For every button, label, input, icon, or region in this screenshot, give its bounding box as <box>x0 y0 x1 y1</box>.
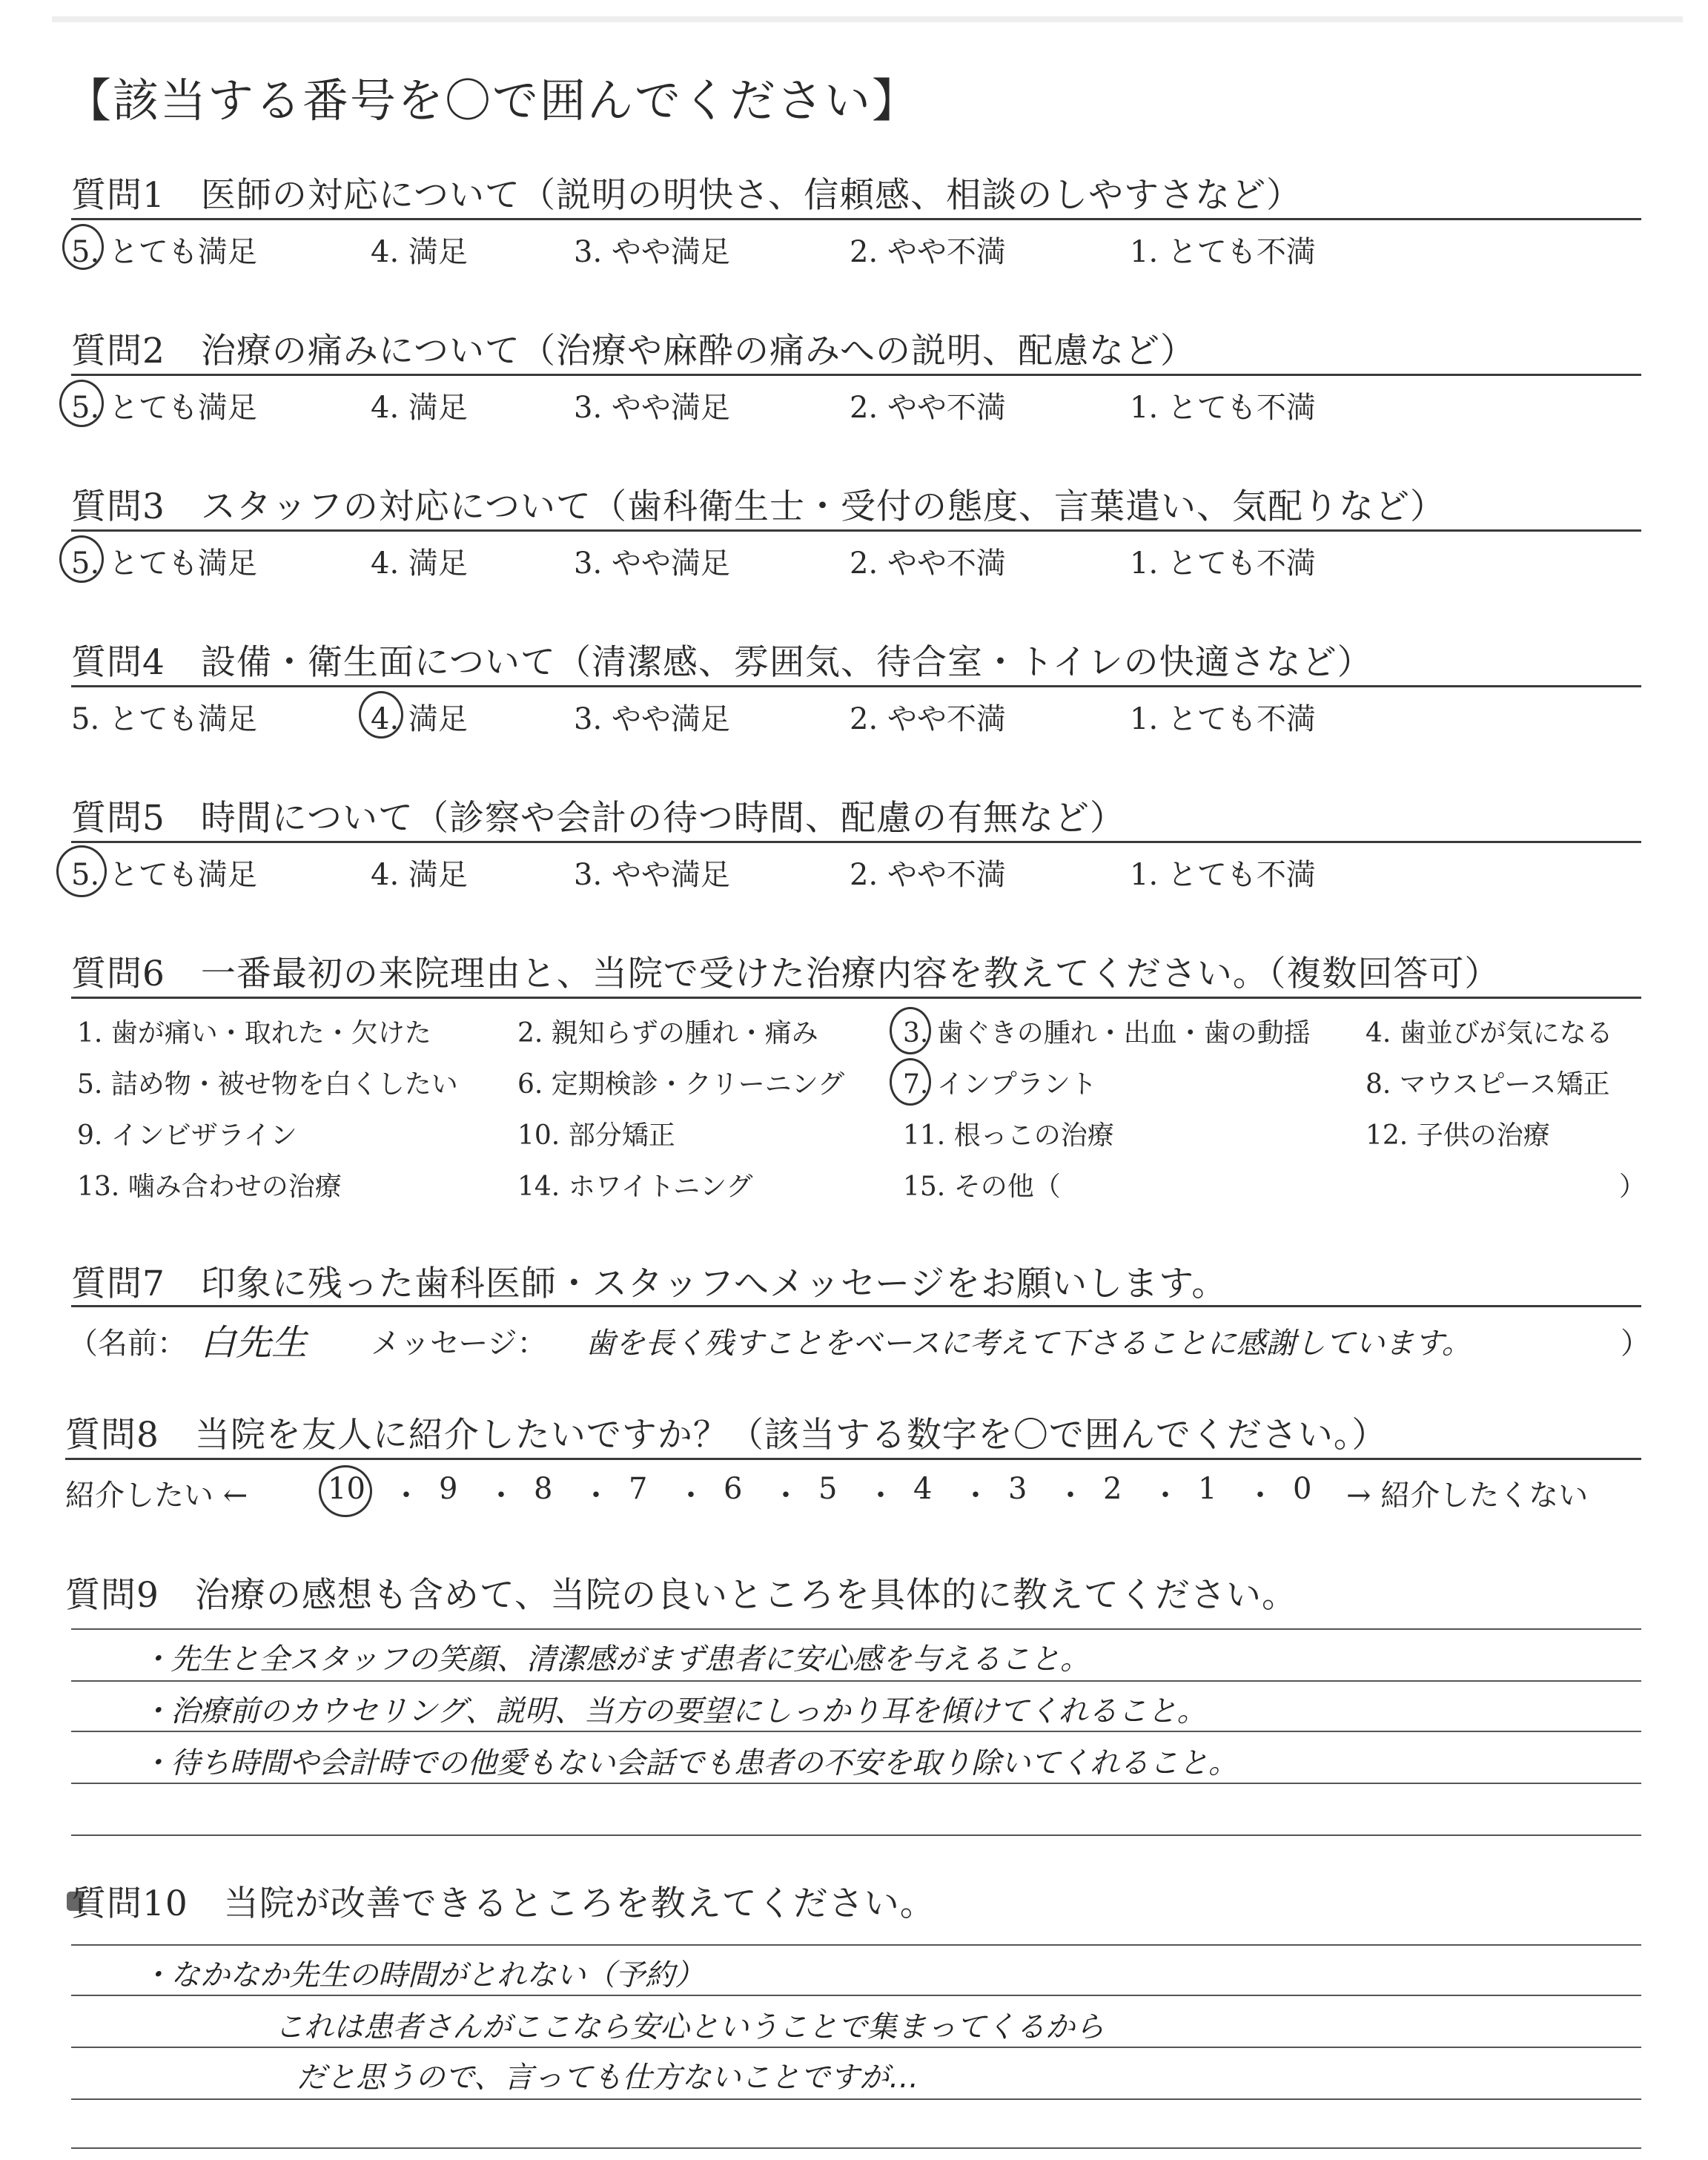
q10-answer-line <box>71 2098 1641 2100</box>
q8-scale-8[interactable]: 8 <box>534 1472 553 1506</box>
q3-option-2[interactable]: 2. やや不満 <box>850 546 1006 581</box>
q7-name-label: （名前： <box>68 1327 187 1361</box>
q4-option-5[interactable]: 5. とても満足 <box>71 702 257 736</box>
q10-answer-2[interactable]: これは患者さんがここなら安心ということで集まってくるから <box>274 2010 1105 2044</box>
question-4-title: 質問4 設備・衛生面について（清潔感、雰囲気、待合室・トイレの快適さなど） <box>71 642 1373 683</box>
question-6-underline <box>71 997 1641 999</box>
q6-selection-circle-3 <box>890 1007 931 1054</box>
q10-answer-line <box>71 2147 1641 2149</box>
q9-answer-1[interactable]: ・先生と全スタッフの笑顔、清潔感がまず患者に安心感を与えること。 <box>141 1642 1090 1677</box>
q6-item-11[interactable]: 11. 根っこの治療 <box>903 1120 1114 1151</box>
question-3-underline <box>71 529 1641 532</box>
q6-item-12[interactable]: 12. 子供の治療 <box>1366 1120 1550 1151</box>
q10-answer-1[interactable]: ・なかなか先生の時間がとれない（予約） <box>141 1958 704 1992</box>
q4-option-1[interactable]: 1. とても不満 <box>1130 702 1316 736</box>
q6-item-4[interactable]: 4. 歯並びが気になる <box>1366 1018 1613 1048</box>
q1-option-2[interactable]: 2. やや不満 <box>850 235 1006 269</box>
q8-right-label: → 紹介したくない <box>1346 1479 1589 1513</box>
q9-answer-line <box>71 1783 1641 1784</box>
q9-answer-line <box>71 1731 1641 1732</box>
q6-item-3[interactable]: 3. 歯ぐきの腫れ・出血・歯の動揺 <box>903 1018 1311 1048</box>
q10-answer-line <box>71 1995 1641 1996</box>
q6-item-10[interactable]: 10. 部分矯正 <box>517 1120 675 1151</box>
q1-option-5[interactable]: 5. とても満足 <box>71 235 257 269</box>
instruction-header: 【該当する番号を〇で囲んでください】 <box>65 73 920 128</box>
q6-selection-circle-7 <box>890 1058 931 1106</box>
q9-answer-line <box>71 1680 1641 1682</box>
q3-option-3[interactable]: 3. やや満足 <box>574 546 730 581</box>
q6-item-13[interactable]: 13. 噛み合わせの治療 <box>77 1172 342 1202</box>
q7-name-value[interactable]: 白先生 <box>200 1322 308 1364</box>
q5-option-5[interactable]: 5. とても満足 <box>71 858 257 892</box>
question-5-underline <box>71 841 1641 843</box>
q10-answer-3[interactable]: だと思うので、言っても仕方ないことですが… <box>297 2061 919 2095</box>
q6-item-6[interactable]: 6. 定期検診・クリーニング <box>517 1069 845 1100</box>
q3-option-1[interactable]: 1. とても不満 <box>1130 546 1316 581</box>
q8-scale-dot: ・ <box>1151 1479 1180 1513</box>
q8-scale-dot: ・ <box>676 1479 706 1513</box>
q4-option-4[interactable]: 4. 満足 <box>371 702 468 736</box>
q1-option-4[interactable]: 4. 満足 <box>371 235 468 269</box>
q4-option-2[interactable]: 2. やや不満 <box>850 702 1006 736</box>
question-1-underline <box>71 218 1641 220</box>
q8-scale-6[interactable]: 6 <box>724 1472 743 1506</box>
q8-scale-dot: ・ <box>486 1479 516 1513</box>
q8-left-label: 紹介したい ← <box>65 1479 248 1513</box>
q1-option-1[interactable]: 1. とても不満 <box>1130 235 1316 269</box>
question-7-underline <box>71 1305 1641 1307</box>
q9-answer-3[interactable]: ・待ち時間や会計時での他愛もない会話でも患者の不安を取り除いてくれること。 <box>141 1746 1238 1780</box>
question-1-title: 質問1 医師の対応について（説明の明快さ、信頼感、相談のしやすさなど） <box>71 175 1302 216</box>
q3-option-4[interactable]: 4. 満足 <box>371 546 468 581</box>
q2-option-3[interactable]: 3. やや満足 <box>574 391 730 425</box>
q8-scale-dot: ・ <box>866 1479 896 1513</box>
q1-selection-circle <box>62 224 104 270</box>
q8-scale-3[interactable]: 3 <box>1008 1472 1027 1506</box>
q5-option-3[interactable]: 3. やや満足 <box>574 858 730 892</box>
q5-option-4[interactable]: 4. 満足 <box>371 858 468 892</box>
question-8-title: 質問8 当院を友人に紹介したいですか？（該当する数字を〇で囲んでください。） <box>65 1415 1388 1456</box>
q4-option-3[interactable]: 3. やや満足 <box>574 702 730 736</box>
q2-option-4[interactable]: 4. 満足 <box>371 391 468 425</box>
question-9-title: 質問9 治療の感想も含めて、当院の良いところを具体的に教えてください。 <box>65 1575 1297 1616</box>
q10-answer-line <box>71 2047 1641 2048</box>
q6-item-5[interactable]: 5. 詰め物・被せ物を白くしたい <box>77 1069 458 1100</box>
question-10-title: 質問10 当院が改善できるところを教えてください。 <box>71 1883 936 1924</box>
q8-scale-7[interactable]: 7 <box>629 1472 648 1506</box>
q8-scale-2[interactable]: 2 <box>1103 1472 1122 1506</box>
q8-scale-dot: ・ <box>1056 1479 1085 1513</box>
q8-scale-dot: ・ <box>771 1479 801 1513</box>
q6-item-2[interactable]: 2. 親知らずの腫れ・痛み <box>517 1018 818 1048</box>
q9-answer-line <box>71 1628 1641 1630</box>
question-8-underline <box>65 1458 1641 1460</box>
q4-selection-circle <box>359 691 403 739</box>
q8-scale-dot: ・ <box>581 1479 611 1513</box>
question-2-title: 質問2 治療の痛みについて（治療や麻酔の痛みへの説明、配慮など） <box>71 331 1196 371</box>
q7-close-paren: ） <box>1621 1327 1650 1361</box>
q8-scale-1[interactable]: 1 <box>1198 1472 1217 1506</box>
q5-selection-circle <box>56 845 107 897</box>
q8-scale-dot: ・ <box>391 1479 421 1513</box>
q10-answer-line <box>71 1944 1641 1946</box>
question-3-title: 質問3 スタッフの対応について（歯科衛生士・受付の態度、言葉遣い、気配りなど） <box>71 486 1446 527</box>
q7-message-label: メッセージ： <box>371 1327 547 1361</box>
q8-scale-9[interactable]: 9 <box>439 1472 458 1506</box>
q1-option-3[interactable]: 3. やや満足 <box>574 235 730 269</box>
q2-option-2[interactable]: 2. やや不満 <box>850 391 1006 425</box>
q5-option-1[interactable]: 1. とても不満 <box>1130 858 1316 892</box>
page-top-edge <box>52 16 1683 22</box>
q6-item-7[interactable]: 7. インプラント <box>903 1069 1097 1100</box>
q8-scale-dot: ・ <box>961 1479 990 1513</box>
q6-item-8[interactable]: 8. マウスピース矯正 <box>1366 1069 1610 1100</box>
q9-answer-2[interactable]: ・治療前のカウセリング、説明、当方の要望にしっかり耳を傾けてくれること。 <box>141 1694 1207 1728</box>
q6-item-9[interactable]: 9. インビザライン <box>77 1120 297 1151</box>
question-2-underline <box>71 374 1641 376</box>
q8-scale-5[interactable]: 5 <box>818 1472 838 1506</box>
q6-item-14[interactable]: 14. ホワイトニング <box>517 1172 753 1202</box>
q6-item-1[interactable]: 1. 歯が痛い・取れた・欠けた <box>77 1018 431 1048</box>
q8-scale-4[interactable]: 4 <box>913 1472 933 1506</box>
q8-scale-10[interactable]: 10 <box>328 1472 365 1506</box>
q7-message-value[interactable]: 歯を長く残すことをベースに考えて下さることに感謝しています。 <box>586 1327 1472 1361</box>
question-5-title: 質問5 時間について（診察や会計の待つ時間、配慮の有無など） <box>71 798 1125 839</box>
q6-item-15[interactable]: 15. その他（ <box>903 1172 1061 1202</box>
q2-option-1[interactable]: 1. とても不満 <box>1130 391 1316 425</box>
q9-answer-line <box>71 1834 1641 1836</box>
question-4-underline <box>71 685 1641 687</box>
q2-selection-circle <box>59 380 104 427</box>
question-7-title: 質問7 印象に残った歯科医師・スタッフへメッセージをお願いします。 <box>71 1264 1228 1304</box>
q8-scale-dot: ・ <box>1245 1479 1275 1513</box>
q8-selection-circle <box>319 1465 372 1517</box>
q2-option-5[interactable]: 5. とても満足 <box>71 391 257 425</box>
q3-selection-circle <box>59 535 104 583</box>
q6-other-close-paren: ） <box>1619 1172 1646 1202</box>
q5-option-2[interactable]: 2. やや不満 <box>850 858 1006 892</box>
q3-option-5[interactable]: 5. とても満足 <box>71 546 257 581</box>
question-6-title: 質問6 一番最初の来院理由と、当院で受けた治療内容を教えてください。（複数回答可） <box>71 954 1500 994</box>
q8-scale-0[interactable]: 0 <box>1293 1472 1312 1506</box>
